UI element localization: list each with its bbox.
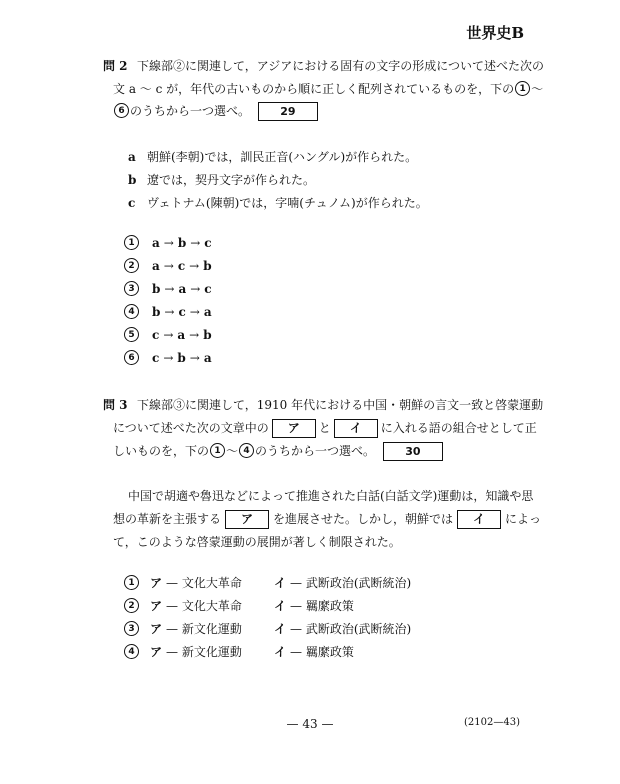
- q3-line1: 下線部③に関連して，1910 年代における中国・朝鮮の言文一致と啓蒙運動: [137, 398, 544, 412]
- q2-line3-text: のうちから一つ選べ。: [130, 104, 251, 118]
- circled-3-icon: 3: [124, 621, 139, 636]
- circled-5-icon: 5: [124, 327, 139, 342]
- sequence-letter: c: [204, 282, 212, 296]
- arrow-icon: →: [189, 351, 200, 365]
- sequence-letter: a: [178, 282, 187, 296]
- q3-option-1[interactable]: [123, 574, 411, 591]
- arrow-icon: →: [163, 351, 174, 365]
- q2-line1: 下線部②に関連して，アジアにおける固有の文字の形成について述べた次の: [137, 59, 545, 73]
- q3-passage-line1: 中国で胡適や魯迅などによって推進された白話(白話文学)運動は，知識や思: [128, 489, 534, 503]
- q3-line3: [113, 442, 443, 461]
- q2-statement-c: [128, 194, 428, 211]
- arrow-icon: →: [190, 282, 201, 296]
- q2-number: 問 2: [103, 59, 128, 73]
- page-code: (2102—43): [464, 717, 520, 728]
- option-a-text: — 文化大革命: [166, 599, 242, 613]
- passage-text: によっ: [505, 512, 542, 526]
- page-number: — 43 —: [286, 717, 334, 731]
- circled-1-icon: 1: [210, 443, 225, 458]
- q3-number: 問 3: [103, 398, 128, 412]
- option-i-text: — 武断政治(武断統治): [290, 576, 412, 590]
- circled-3-icon: 3: [124, 281, 139, 296]
- sequence-letter: a: [152, 259, 160, 273]
- circled-1-icon: 1: [124, 235, 139, 250]
- circled-6-icon: 6: [114, 103, 129, 118]
- sequence-letter: a: [152, 236, 160, 250]
- arrow-icon: →: [189, 259, 200, 273]
- passage-text: 想の革新を主張する: [113, 512, 222, 526]
- q2-option-2[interactable]: [123, 259, 212, 274]
- sequence-letter: b: [203, 259, 212, 273]
- sequence-letter: b: [177, 236, 187, 250]
- slot-a-box: ア: [225, 510, 269, 529]
- q3-option-2[interactable]: [123, 597, 354, 614]
- answer-box-29[interactable]: 29: [258, 102, 318, 121]
- arrow-icon: →: [164, 305, 175, 319]
- option-i-label: イ: [274, 576, 287, 590]
- option-i-label: イ: [274, 645, 287, 659]
- sequence-letter: c: [204, 236, 212, 250]
- circled-6-icon: 6: [124, 350, 139, 365]
- q3-line2-tail: に入れる語の組合せとして正: [380, 421, 537, 435]
- q3-line2: [113, 419, 537, 438]
- sequence-letter: c: [177, 259, 186, 273]
- q2-line2: [113, 80, 543, 97]
- option-i-label: イ: [274, 622, 287, 636]
- answer-box-30[interactable]: 30: [383, 442, 443, 461]
- statement-text: 遼では，契丹文字が作られた。: [147, 173, 316, 187]
- sequence-letter: b: [152, 305, 161, 319]
- option-i-label: イ: [274, 599, 287, 613]
- sequence-letter: b: [177, 351, 186, 365]
- circled-4-icon: 4: [124, 644, 139, 659]
- option-i-text: — 羈縻政策: [290, 645, 354, 659]
- q3-option-3[interactable]: [123, 620, 411, 637]
- sequence-letter: c: [152, 328, 160, 342]
- option-a-text: — 文化大革命: [166, 576, 242, 590]
- arrow-icon: →: [164, 282, 175, 296]
- subject-title: 世界史B: [466, 24, 524, 42]
- option-a-label: ア: [150, 599, 163, 613]
- arrow-icon: →: [163, 259, 174, 273]
- circled-2-icon: 2: [124, 258, 139, 273]
- q3-line2-text: について述べた次の文章中の: [113, 421, 269, 435]
- q2-line2-text: 文 a ～ c が，年代の古いものから順に正しく配列されているものを，下の: [113, 82, 515, 96]
- slot-a-box: ア: [272, 419, 316, 438]
- statement-text: ヴェトナム(陳朝)では，字喃(チュノム)が作られた。: [147, 196, 428, 210]
- statement-label: a: [128, 150, 136, 164]
- q2-line2-tilde: ～: [531, 82, 544, 96]
- q2-option-4[interactable]: [123, 305, 212, 320]
- statement-text: 朝鮮(李朝)では，訓民正音(ハングル)が作られた。: [147, 150, 418, 164]
- circled-1-icon: 1: [124, 575, 139, 590]
- passage-text: を進展させた。しかし，朝鮮では: [273, 512, 454, 526]
- q2-option-1[interactable]: [123, 236, 212, 251]
- q2-statement-a: [128, 148, 417, 165]
- circled-2-icon: 2: [124, 598, 139, 613]
- q3-line3-tilde: ～: [226, 444, 239, 458]
- slot-i-box: イ: [334, 419, 378, 438]
- circled-4-icon: 4: [239, 443, 254, 458]
- option-a-label: ア: [150, 576, 163, 590]
- q3-line3-tail: のうちから一つ選べ。: [255, 444, 376, 458]
- option-a-label: ア: [150, 645, 163, 659]
- q2-option-6[interactable]: [123, 351, 212, 366]
- q2-option-3[interactable]: [123, 282, 212, 297]
- option-a-label: ア: [150, 622, 163, 636]
- arrow-icon: →: [163, 328, 174, 342]
- sequence-letter: a: [203, 305, 212, 319]
- circled-1-icon: 1: [515, 81, 530, 96]
- arrow-icon: →: [190, 236, 201, 250]
- statement-label: c: [128, 196, 136, 210]
- sequence-letter: a: [177, 328, 186, 342]
- statement-label: b: [128, 173, 137, 187]
- sequence-letter: b: [152, 282, 161, 296]
- option-i-text: — 羈縻政策: [290, 599, 354, 613]
- circled-4-icon: 4: [124, 304, 139, 319]
- q2-line3: [113, 102, 318, 121]
- arrow-icon: →: [189, 328, 200, 342]
- sequence-letter: a: [203, 351, 212, 365]
- q3-line2-and: と: [318, 421, 331, 435]
- sequence-letter: b: [203, 328, 212, 342]
- sequence-letter: c: [152, 351, 160, 365]
- option-i-text: — 武断政治(武断統治): [290, 622, 412, 636]
- q3-line3-text: しいものを，下の: [113, 444, 210, 458]
- q3-option-4[interactable]: [123, 643, 354, 660]
- sequence-letter: c: [178, 305, 186, 319]
- q3-passage-line3: て，このような啓蒙運動の展開が著しく制限された。: [113, 535, 401, 549]
- arrow-icon: →: [189, 305, 200, 319]
- q2-statement-b: [128, 171, 315, 188]
- q3-passage-line2: [113, 510, 541, 529]
- q2-option-5[interactable]: [123, 328, 212, 343]
- slot-i-box: イ: [457, 510, 501, 529]
- option-a-text: — 新文化運動: [166, 622, 242, 636]
- arrow-icon: →: [163, 236, 174, 250]
- option-a-text: — 新文化運動: [166, 645, 242, 659]
